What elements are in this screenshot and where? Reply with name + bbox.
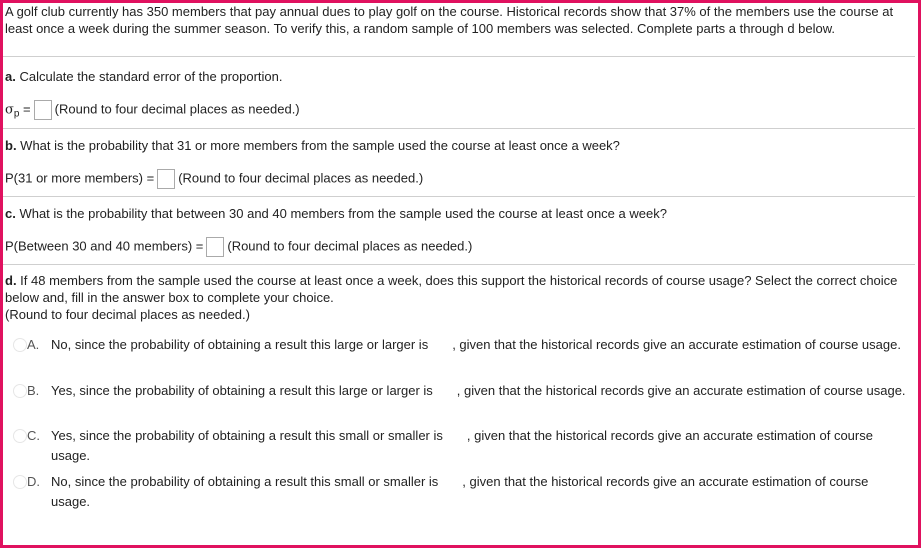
choice-a-letter: A. [27, 337, 40, 352]
choice-d-letter: D. [27, 474, 40, 489]
part-b-question [5, 137, 620, 154]
choice-b-letter: B. [27, 383, 40, 398]
choice-d-text-after: , given that the historical records give an accurate estimation of course usage. [51, 474, 869, 509]
part-b-input[interactable] [157, 169, 175, 189]
part-a-answer-row [5, 100, 300, 122]
part-d-question [5, 272, 910, 323]
problem-statement: A golf club currently has 350 members that pay annual dues to play golf on the course. Historical records show that 37% of the members use the course at least once a week during the summer season. To verify this, a random sample of 100 members was selected. Complete parts a through d below. [5, 4, 894, 36]
part-b-lhs: P(31 or more members) = [5, 170, 155, 186]
equals-sign: = [19, 101, 31, 117]
part-b-letter: b. [5, 138, 17, 153]
part-b-hint: (Round to four decimal places as needed.) [178, 170, 424, 186]
choice-c-text-after: , given that the historical records give an accurate estimation of course usage. [51, 428, 873, 463]
choice-a-text-before: No, since the probability of obtaining a result this large or larger is [51, 337, 429, 352]
part-a-letter: a. [5, 69, 16, 84]
part-a-text: Calculate the standard error of the proportion. [15, 69, 283, 84]
standard-error-input[interactable] [34, 100, 52, 120]
choice-d-radio[interactable] [13, 475, 27, 489]
separator [3, 56, 915, 57]
choice-b-radio[interactable] [13, 384, 27, 398]
choice-c-radio[interactable] [13, 429, 27, 443]
choice-a-radio[interactable] [13, 338, 27, 352]
choice-c-letter: C. [27, 428, 40, 443]
separator [3, 128, 915, 129]
part-c-answer-row [5, 237, 472, 257]
separator [3, 264, 915, 265]
choice-a-text-after: , given that the historical records give an accurate estimation of course usage. [452, 337, 901, 352]
part-c-question [5, 205, 667, 222]
part-a-question [5, 68, 283, 85]
choice-b-text-before: Yes, since the probability of obtaining a result this large or larger is [51, 383, 433, 398]
choice-c-text-before: Yes, since the probability of obtaining a result this small or smaller is [51, 428, 443, 443]
part-d-hint: (Round to four decimal places as needed.) [5, 307, 250, 322]
part-d-text: If 48 members from the sample used the course at least once a week, does this support the historical records of course usage? Select the correct choice below and, fill in the answer box to complete your choice. [5, 273, 898, 305]
sigma-symbol: σ [5, 102, 14, 118]
sigma-subscript: p [13, 108, 20, 120]
part-b-text: What is the probability that 31 or more members from the sample used the course at least once a week? [16, 138, 620, 153]
separator [3, 196, 915, 197]
part-c-hint: (Round to four decimal places as needed.) [227, 238, 473, 254]
part-a-hint: (Round to four decimal places as needed.) [54, 101, 300, 117]
part-c-lhs: P(Between 30 and 40 members) = [5, 238, 204, 254]
choice-d-text-before: No, since the probability of obtaining a result this small or smaller is [51, 474, 439, 489]
part-d-letter: d. [5, 273, 17, 288]
part-c-input[interactable] [206, 237, 224, 257]
part-c-letter: c. [5, 206, 16, 221]
part-b-answer-row [5, 169, 423, 189]
part-c-text: What is the probability that between 30 and 40 members from the sample used the course at least once a week? [15, 206, 667, 221]
choice-b-text-after: , given that the historical records give an accurate estimation of course usage. [456, 383, 906, 398]
